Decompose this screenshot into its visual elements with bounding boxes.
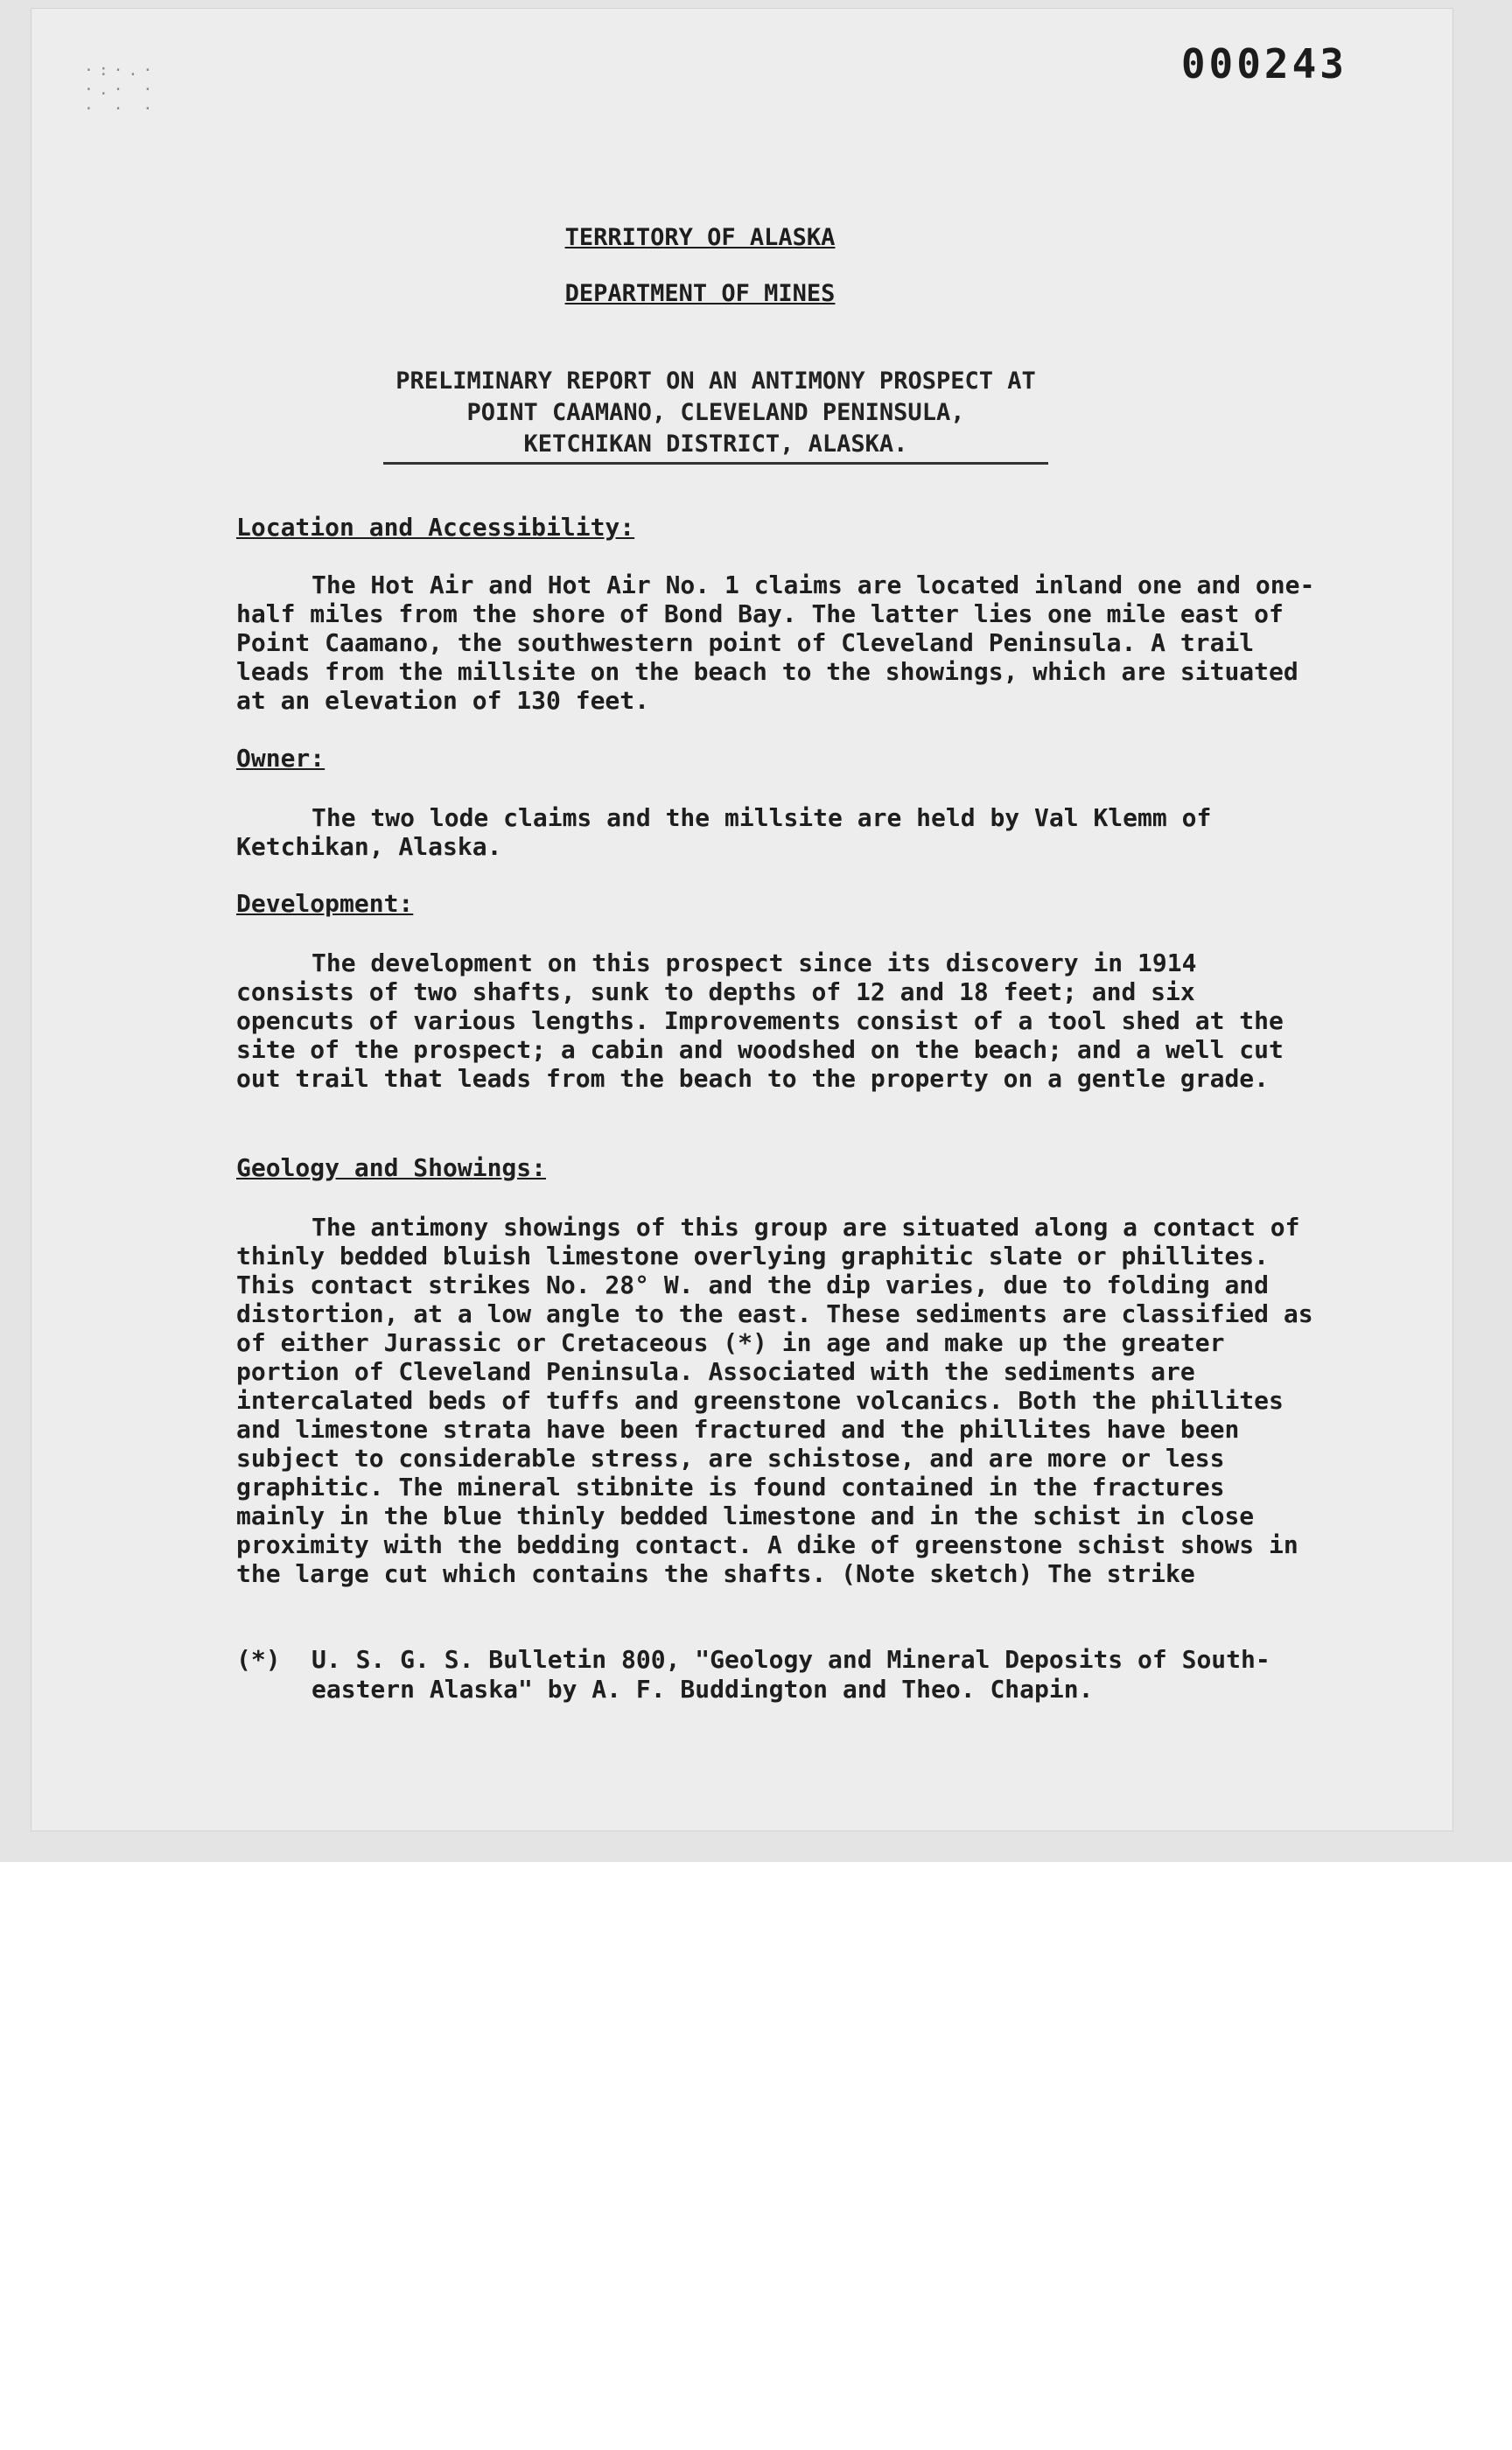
section-text-owner: The two lode claims and the millsite are held by Val Klemm of Ketchikan, Alaska. [236, 803, 1212, 861]
territory-heading: TERRITORY OF ALASKA [564, 224, 836, 251]
section-text-geology: The antimony showings of this group are situated along a contact of thinly bedded bluish limestone overlying graphitic slate or phillites. This contact strikes No. 28° W. and the dip varies, due to folding and distortion, at a low angle to the east. These sediments are classified as of either Jurassic or Cretaceous (*) in age and make up the greater portion of Cleveland Peninsula. Associated with the sediments are intercalated beds of tuffs and greenstone volcanics. Both the phillites and limestone strata have been fractured and the phillites have been subject to considerable stress, are schistose, and are more or less graphitic. The mineral stibnite is found contained in the fractures mainly in the blue thinly bedded limestone and in the schist in close proximity with the bedding contact. A dike of greenstone schist shows in the large cut which contains the shafts. (Note sketch) The strike [236, 1213, 1313, 1588]
report-title [383, 366, 1048, 465]
section-text-location: The Hot Air and Hot Air No. 1 claims are located inland one and one-half miles from the shore of Bond Bay. The latter lies one mile east of Point Caamano, the southwestern point of Cleveland Peninsula. A trail leads from the millsite on the beach to the showings, which are situated at an elevation of 130 feet. [236, 570, 1315, 715]
section-heading-location: Location and Accessibility: [236, 513, 635, 542]
section-heading-development: Development: [236, 889, 414, 918]
title-underline [383, 462, 1048, 465]
footnote-mark: (*) [236, 1645, 281, 1674]
footnote-line-2: eastern Alaska" by A. F. Buddington and Theo. Chapin. [312, 1675, 1094, 1704]
report-title-line-2: POINT CAAMANO, CLEVELAND PENINSULA, [466, 399, 965, 426]
section-text-development: The development on this prospect since its discovery in 1914 consists of two shafts, sunk to depths of 12 and 18 feet; and six opencuts of various lengths. Improvements consist of a tool shed at the site of the prospect; a cabin and woodshed on the beach; and a well cut out trail that leads from the beach to the property on a gentle grade. [236, 948, 1284, 1093]
report-title-line-3: KETCHIKAN DISTRICT, ALASKA. [523, 430, 908, 458]
section-heading-geology: Geology and Showings: [236, 1153, 547, 1182]
document-number: 000243 [1180, 40, 1348, 88]
department-heading: DEPARTMENT OF MINES [564, 280, 836, 307]
footnote-line-1: U. S. G. S. Bulletin 800, "Geology and Mineral Deposits of South- [312, 1645, 1270, 1674]
section-heading-owner: Owner: [236, 744, 326, 773]
scan-specks: ·:·.· ·.· · · · · [84, 61, 158, 118]
report-title-line-1: PRELIMINARY REPORT ON AN ANTIMONY PROSPECT AT [396, 368, 1036, 395]
footnote [236, 1645, 1321, 1704]
